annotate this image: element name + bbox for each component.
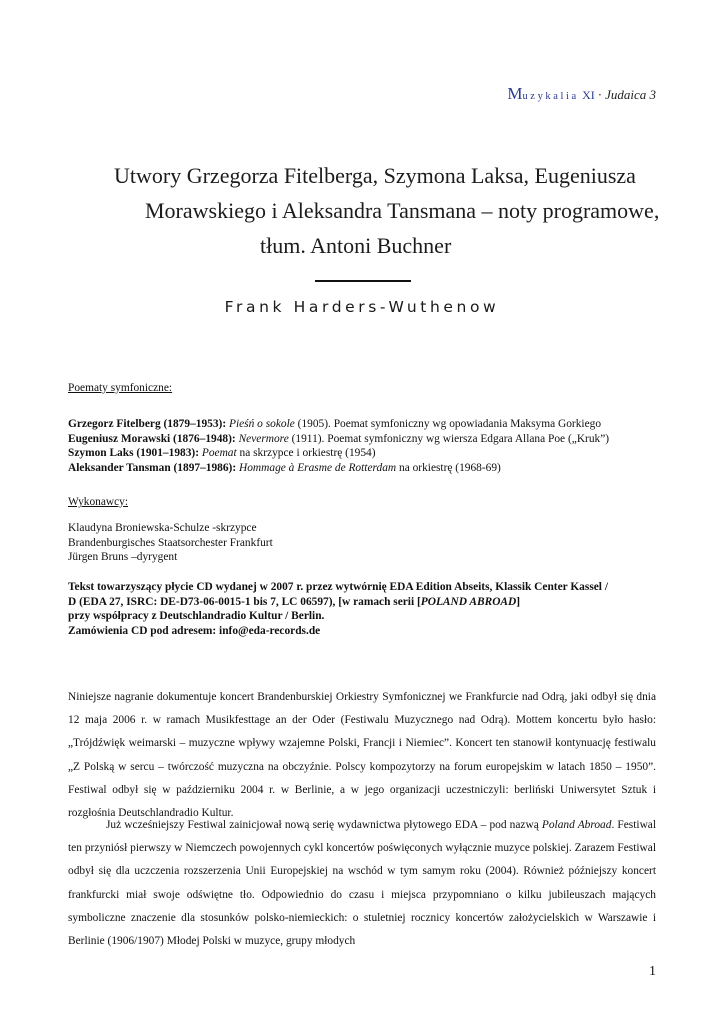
performers-list [68,521,273,565]
journal-initial: M [507,84,523,103]
work-composer: Eugeniusz Morawski (1876–1948): [68,432,236,445]
series-name: Poland Abroad [541,819,612,831]
body-paragraph-2: Już wcześniejszy Festiwal zainicjował nową serię wydawnictwa płytowego EDA – pod nazwą Poland Abroad. Festiwal ten przyniósł pierwszy w Niemczech powojennych cykl koncertów poświęconych wyłącznie muzyce polskiej. Zarazem Festiwal odbył się dla uczczenia rozszerzenia Unii Europejskiej na wschód w tym samym roku (2004). Również późniejszy koncert frankfurcki miał swoje odświętne tło. Odpowiednio do czasu i miejsca przypomniano o kilku jubileuszach mających symboliczne znaczenie dla stosunków polsko-niemieckich: o stuletniej rocznicy koncertów założycielskich w Warszawie i Berlinie (1906/1907) Młodej Polski w muzyce, grupy młodych [68,819,657,948]
cd-info-line: przy współpracy z Deutschlandradio Kultur / Berlin. [68,610,325,622]
work-composer: Szymon Laks (1901–1983): [68,447,199,459]
running-header [507,84,656,104]
work-description: na orkiestrę (1968-69) [399,461,501,474]
journal-series: Judaica 3 [605,87,656,102]
cd-info-line: Tekst towarzyszący płycie CD wydanej w 2007 r. przez wytwórnię EDA Edition Abseits, Klassik Center Kassel / [68,581,608,593]
works-heading: Poematy symfoniczne: [68,382,173,394]
journal-volume: XI [582,88,595,102]
cd-series-name: POLAND ABROAD [420,595,517,608]
title-line-3: tłum. Antoni Buchner [260,233,452,258]
work-item [68,432,609,447]
performer-item: Jürgen Bruns –dyrygent [68,551,178,563]
work-title: Poemat [201,447,237,459]
work-title: Pieśń o sokole [229,418,295,430]
title-line-1: Utwory Grzegorza Fitelberga, Szymona Laksa, Eugeniusza [114,163,636,188]
work-title: Nevermore [238,432,289,445]
work-title: Hommage à Erasme de Rotterdam [239,461,397,474]
work-composer: Grzegorz Fitelberg (1879–1953): [68,418,227,430]
cd-info-line: D (EDA 27, ISRC: DE-D73-06-0015-1 bis 7, LC 06597), [w ramach serii [POLAND ABROAD] [68,595,521,608]
author-name: Frank Harders-Wuthenow [224,298,500,316]
title-divider [315,280,411,282]
page-number: 1 [649,964,656,979]
cd-order-info: Zamówienia CD pod adresem: info@eda-records.de [68,624,321,637]
works-list [68,417,609,475]
header-separator: · [597,87,603,102]
work-description: (1905). Poemat symfoniczny wg opowiadania Maksyma Gorkiego [297,418,602,430]
work-description: na skrzypce i orkiestrę (1954) [239,447,376,459]
work-item [68,446,609,461]
work-item [68,461,609,476]
performers-heading: Wykonawcy: [68,496,129,508]
performer-item: Klaudyna Broniewska-Schulze -skrzypce [68,522,257,534]
cd-info [68,580,608,638]
performer-item: Brandenburgisches Staatsorchester Frankfurt [68,536,273,549]
title-line-2: Morawskiego i Aleksandra Tansmana – noty programowe, [145,198,660,223]
work-description: (1911). Poemat symfoniczny wg wiersza Edgara Allana Poe („Kruk”) [291,432,610,445]
work-composer: Aleksander Tansman (1897–1986): [68,461,237,474]
body-paragraph-1: Niniejsze nagranie dokumentuje koncert Brandenburskiej Orkiestry Symfonicznej we Frankfurcie nad Odrą, jaki odbył się dnia 12 maja 2006 r. w ramach Musikfesttage an der Oder (Festiwalu Muzycznego nad Odrą). Mottem koncertu było hasło: „Trójdźwięk weimarski – muzyczne wpływy wzajemne Polski, Francji i Niemiec”. Koncert ten stanowił kontynuację festiwalu „Z Polską w sercu – twórczość muzyczna na obczyźnie. Polscy kompozytorzy na forum europejskim w latach 1850 – 1950”. Festiwal odbył się w październiku 2004 r. w Berlinie, a w jego organizacji uczestniczyli: berliński Uniwersytet Sztuk i rozgłośnia Deutschlandradio Kultur. [68,691,656,820]
work-item [68,417,609,432]
journal-name: uzykalia [522,91,579,102]
